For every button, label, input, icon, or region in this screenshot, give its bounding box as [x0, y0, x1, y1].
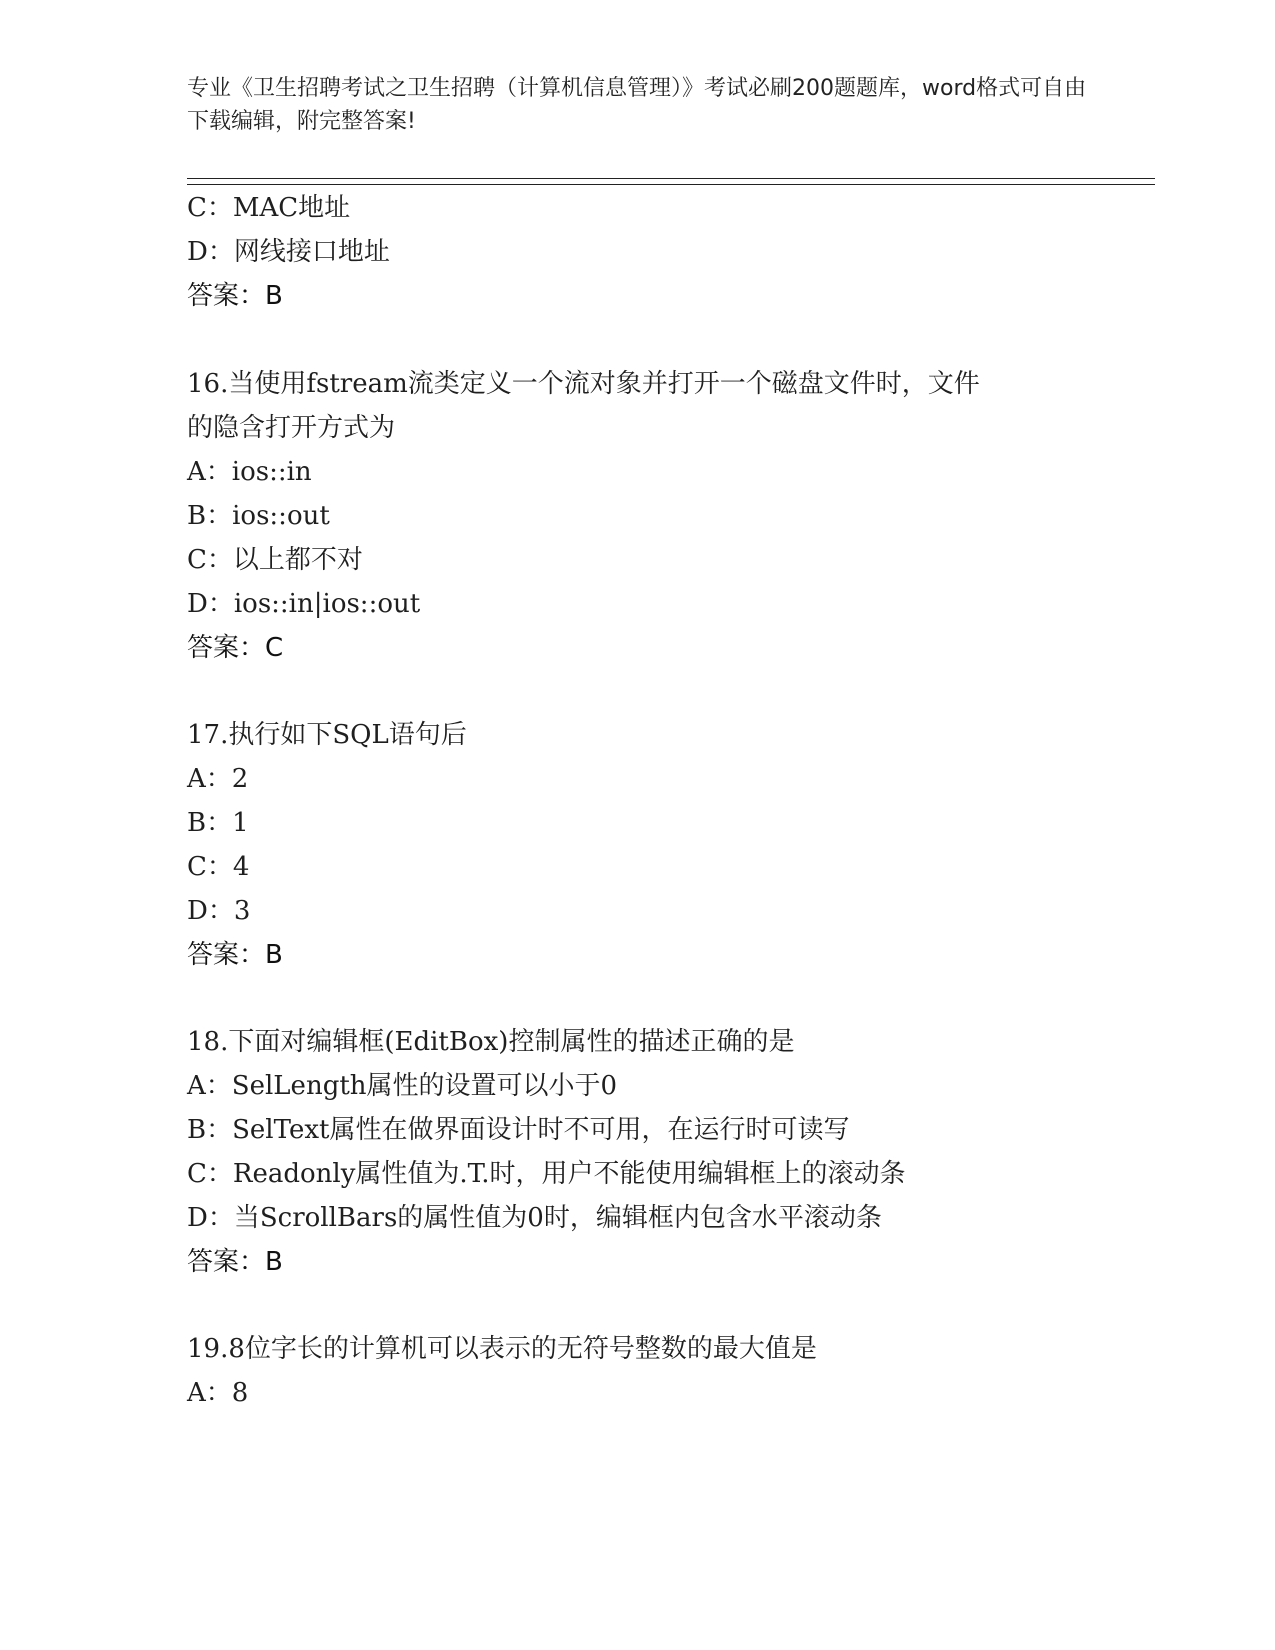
q17-option-a: A：2 [187, 764, 249, 794]
q17-answer: 答案：B [187, 940, 283, 970]
q16-option-a: A：ios::in [187, 457, 312, 487]
q17-option-b: B：1 [187, 808, 249, 838]
q16-question-line-2: 的隐含打开方式为 [187, 413, 396, 443]
q18-option-b: B：SelText属性在做界面设计时不可用，在运行时可读写 [187, 1115, 850, 1145]
q15-answer: 答案：B [187, 281, 283, 311]
header-rule-top [187, 178, 1155, 179]
q18-option-c: C：Readonly属性值为.T.时，用户不能使用编辑框上的滚动条 [187, 1159, 906, 1189]
q18-answer: 答案：B [187, 1247, 283, 1277]
q17-option-c: C：4 [187, 852, 250, 882]
q18-option-a: A：SelLength属性的设置可以小于0 [187, 1071, 618, 1101]
q16-answer: 答案：C [187, 633, 284, 663]
q16-option-b: B：ios::out [187, 501, 330, 531]
q19-question: 19.8位字长的计算机可以表示的无符号整数的最大值是 [187, 1334, 817, 1364]
q18-option-d: D：当ScrollBars的属性值为0时，编辑框内包含水平滚动条 [187, 1203, 882, 1233]
q17-question: 17.执行如下SQL语句后 [187, 720, 467, 750]
q16-question-line-1: 16.当使用fstream流类定义一个流对象并打开一个磁盘文件时，文件 [187, 369, 980, 399]
q15-option-c: C：MAC地址 [187, 193, 351, 223]
header-rule-bottom [187, 184, 1155, 185]
q16-option-c: C：以上都不对 [187, 545, 363, 575]
q15-option-d: D：网线接口地址 [187, 237, 390, 267]
q19-option-a: A：8 [187, 1378, 249, 1408]
q16-option-d: D：ios::in|ios::out [187, 589, 421, 619]
q18-question: 18.下面对编辑框(EditBox)控制属性的描述正确的是 [187, 1027, 795, 1057]
document-header: 专业《卫生招聘考试之卫生招聘（计算机信息管理）》考试必刷200题题库，word格式可自由下载编辑，附完整答案! [187, 76, 1087, 134]
q17-option-d: D：3 [187, 896, 251, 926]
